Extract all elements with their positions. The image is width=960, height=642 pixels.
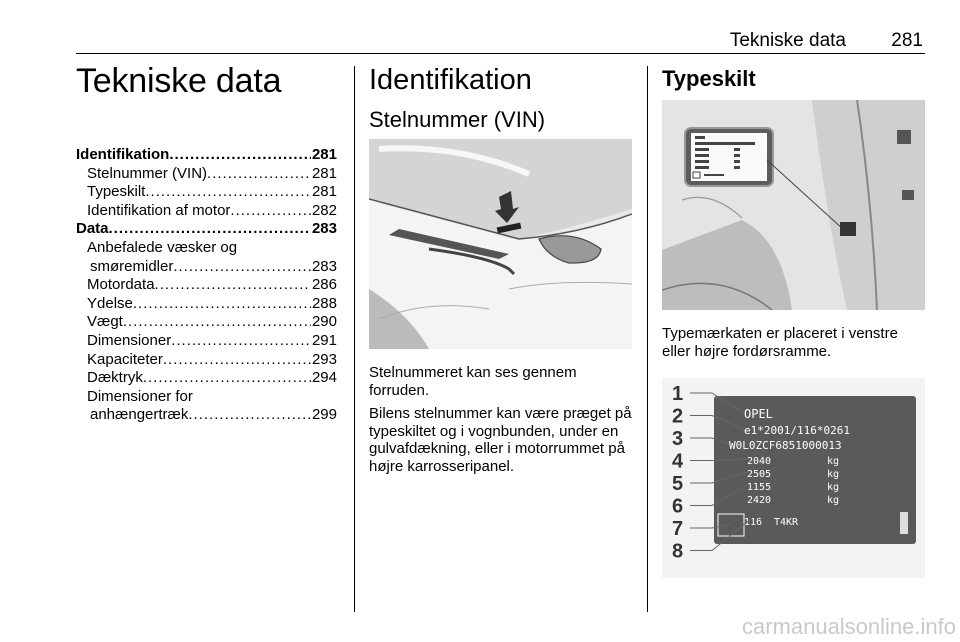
toc-leader-dots	[163, 351, 311, 370]
toc-entry[interactable]	[76, 239, 337, 258]
running-head-title: Tekniske data	[729, 30, 846, 51]
plate-brand: OPEL	[744, 407, 773, 421]
type-plate-drawing	[662, 378, 925, 578]
toc-entry-label: Dimensioner	[87, 331, 172, 349]
plate-approval: e1*2001/116*0261	[744, 424, 850, 437]
table-of-contents	[76, 146, 337, 425]
toc-leader-dots	[133, 295, 311, 314]
plate-weight-1: 2040	[747, 456, 772, 467]
toc-entry-label: Identifikation af motor	[87, 201, 231, 219]
door-frame-drawing	[662, 100, 925, 310]
car-windshield-drawing	[369, 139, 632, 349]
toc-entry-page: 283	[311, 257, 337, 275]
toc-entry[interactable]	[76, 332, 337, 351]
toc-entry[interactable]	[76, 276, 337, 295]
typeplate-description	[662, 325, 928, 360]
toc-entry[interactable]	[76, 165, 337, 184]
chapter-title: Tekniske data	[76, 62, 282, 100]
toc-entry[interactable]	[76, 258, 337, 277]
toc-entry-page: 282	[311, 201, 337, 219]
plate-weight-4: 2420	[747, 495, 772, 506]
toc-entry-label: Motordata	[87, 276, 155, 294]
toc-entry-label: Typeskilt	[87, 183, 146, 201]
typeplate-paragraph: Typemærkaten er placeret i venstre eller højre fordørsramme.	[662, 325, 898, 360]
toc-leader-dots	[155, 276, 311, 295]
vin-windshield-illustration	[369, 139, 632, 349]
toc-leader-dots	[143, 369, 311, 388]
plate-callout-number: 7	[672, 518, 684, 540]
toc-entry[interactable]	[76, 313, 337, 332]
toc-leader-dots	[207, 165, 311, 184]
toc-entry-page: 288	[311, 294, 337, 312]
toc-entry-page: 291	[311, 331, 337, 349]
toc-entry-page: 294	[311, 369, 337, 387]
toc-entry-page: 281	[311, 164, 337, 182]
subsection-heading-vin: Stelnummer (VIN)	[369, 107, 546, 132]
plate-unit: kg	[827, 469, 840, 480]
toc-entry[interactable]	[76, 295, 337, 314]
toc-leader-dots	[230, 202, 311, 221]
toc-leader-dots	[171, 332, 311, 351]
toc-leader-dots	[173, 258, 311, 277]
toc-entry[interactable]	[76, 146, 337, 165]
plate-callout-number: 6	[672, 495, 684, 518]
toc-entry-page: 281	[311, 183, 337, 201]
toc-entry-label: Dæktryk	[87, 369, 143, 387]
plate-callout-number: 5	[672, 473, 684, 495]
plate-unit: kg	[827, 456, 840, 467]
toc-entry-label: Kapaciteter	[87, 350, 163, 368]
plate-weight-2: 2505	[747, 469, 772, 480]
toc-entry-page: 293	[311, 350, 337, 368]
toc-entry[interactable]	[76, 351, 337, 370]
vin-paragraph-1: Stelnummeret kan ses gennem forruden.	[369, 364, 577, 399]
plate-callout-number: 8	[672, 540, 684, 563]
plate-weight-3: 1155	[747, 482, 772, 493]
plate-vin: W0L0ZCF6851000013	[729, 439, 842, 452]
toc-entry[interactable]	[76, 220, 337, 239]
plate-unit: kg	[827, 495, 840, 506]
header-rule	[76, 53, 925, 54]
vin-description	[369, 364, 635, 475]
toc-entry-page: 286	[311, 276, 337, 294]
plate-code: 116	[744, 517, 763, 528]
toc-leader-dots	[123, 313, 311, 332]
toc-entry-label: Anbefalede væsker og	[87, 238, 238, 256]
plate-callout-number: 3	[672, 428, 684, 450]
toc-entry[interactable]	[76, 183, 337, 202]
toc-leader-dots	[169, 146, 311, 165]
toc-entry-page: 281	[311, 146, 337, 163]
page-number: 281	[891, 30, 923, 51]
toc-entry-label: anhængertræk	[90, 406, 189, 424]
toc-entry[interactable]	[76, 406, 337, 425]
plate-callout-number: 1	[672, 383, 684, 405]
toc-leader-dots	[145, 183, 311, 202]
running-head	[76, 30, 925, 52]
toc-entry-label: Vægt	[87, 313, 123, 331]
vin-paragraph-2: Bilens stelnummer kan være præget på typeskiltet og i vognbunden, under en gulvafdækning, eller i motorrummet på højre karrosseripanel.	[369, 405, 632, 475]
plate-callout-number: 2	[672, 405, 684, 428]
watermark: carmanualsonline.info	[741, 614, 956, 639]
toc-entry-label: smøremidler	[90, 257, 174, 275]
toc-entry-label: Data	[76, 220, 109, 238]
toc-entry-label: Dimensioner for	[87, 387, 193, 405]
plate-paint: T4KR	[774, 517, 799, 528]
toc-entry[interactable]	[76, 202, 337, 221]
type-plate-diagram	[662, 378, 925, 578]
toc-entry-page: 290	[311, 313, 337, 331]
toc-entry-label: Identifikation	[76, 146, 170, 163]
toc-entry-label: Stelnummer (VIN)	[87, 164, 208, 182]
section-heading-typeplate: Typeskilt	[662, 66, 756, 91]
toc-leader-dots	[109, 220, 311, 239]
toc-entry-page: 299	[311, 406, 337, 424]
toc-entry-page: 283	[311, 220, 337, 238]
toc-entry[interactable]	[76, 369, 337, 388]
plate-unit: kg	[827, 482, 840, 493]
plate-callout-number: 4	[672, 450, 684, 473]
door-frame-illustration	[662, 100, 925, 310]
toc-entry-label: Ydelse	[87, 294, 133, 312]
section-heading-identification: Identifikation	[369, 64, 532, 96]
toc-leader-dots	[188, 406, 311, 425]
column-divider	[647, 66, 648, 612]
column-divider	[354, 66, 355, 612]
toc-entry[interactable]	[76, 388, 337, 407]
